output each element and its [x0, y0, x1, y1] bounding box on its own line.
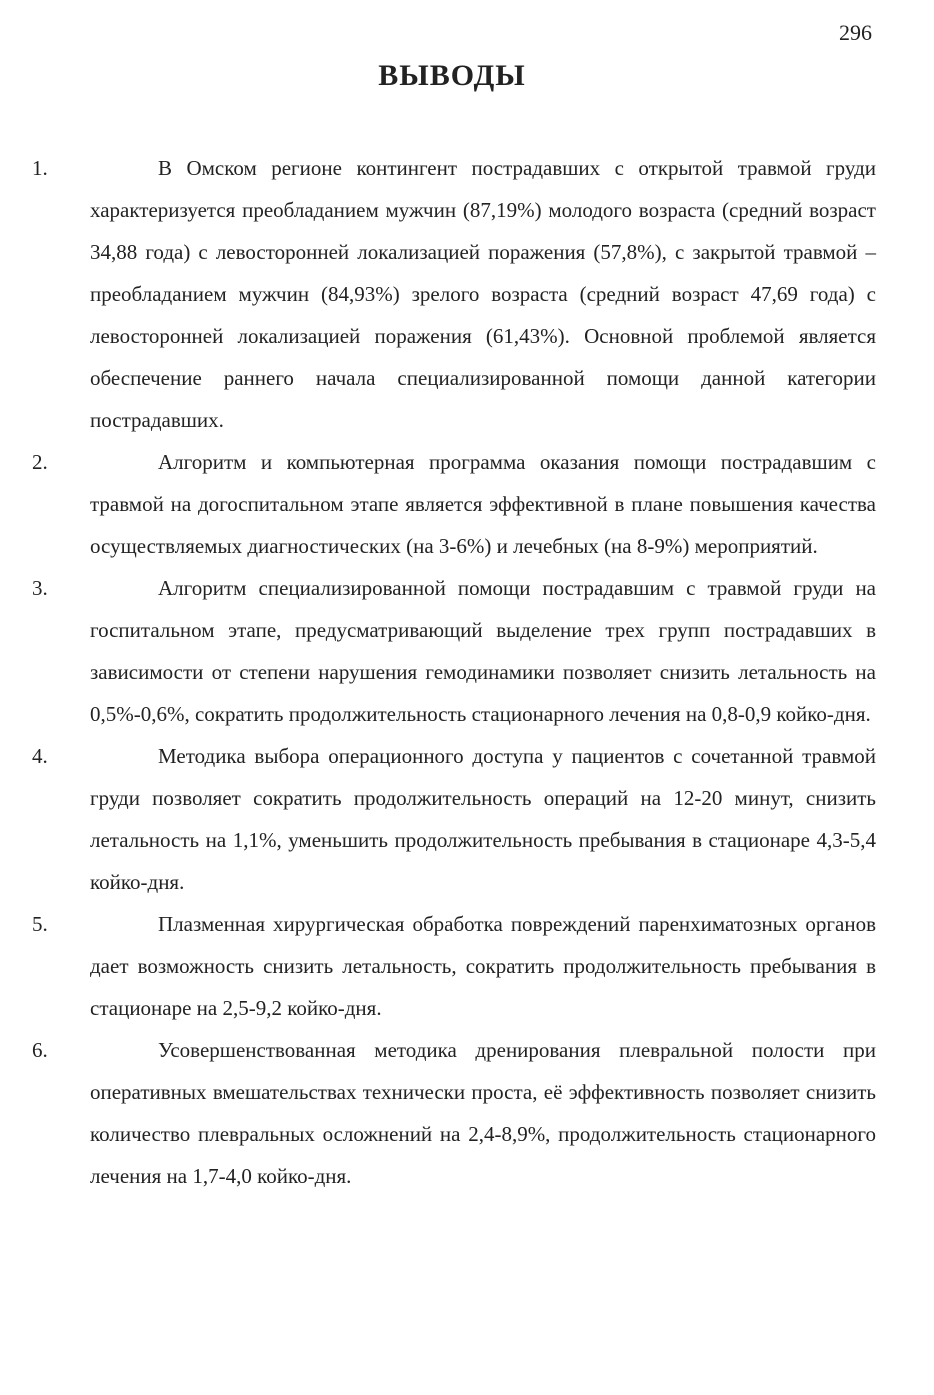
conclusion-text: Алгоритм специализированной помощи пострадавшим с травмой груди на госпитальном этапе, предусматривающий выделение трех групп пострадавших в зависимости от степени нарушения гемодинамики позволяет снизить летальность на 0,5%-0,6%, сократить продолжительность стационарного лечения на 0,8-0,9 койко-дня. — [90, 576, 876, 726]
conclusion-item-4 — [28, 735, 876, 903]
conclusion-number: 1. — [32, 156, 48, 180]
conclusion-item-3 — [28, 567, 876, 735]
page-title: ВЫВОДЫ — [378, 59, 526, 92]
conclusion-number: 3. — [32, 576, 48, 600]
conclusion-text: Плазменная хирургическая обработка повреждений паренхиматозных органов дает возможность снизить летальность, сократить продолжительность пребывания в стационаре на 2,5-9,2 койко-дня. — [90, 912, 876, 1020]
conclusion-item-1 — [28, 147, 876, 441]
conclusion-number: 5. — [32, 912, 48, 936]
conclusion-number: 2. — [32, 450, 48, 474]
conclusion-text: Усовершенствованная методика дренирования плевральной полости при оперативных вмешательствах технически проста, её эффективность позволяет снизить количество плевральных осложнений на 2,4-8,9%, продолжительность стационарного лечения на 1,7-4,0 койко-дня. — [90, 1038, 876, 1188]
conclusion-number: 6. — [32, 1038, 48, 1062]
conclusions-list — [28, 147, 876, 1197]
conclusion-item-2 — [28, 441, 876, 567]
conclusion-text: Алгоритм и компьютерная программа оказания помощи пострадавшим с травмой на догоспитальном этапе является эффективной в плане повышения качества осуществляемых диагностических (на 3-6%) и лечебных (на 8-9%) мероприятий. — [90, 450, 876, 558]
conclusion-text: Методика выбора операционного доступа у пациентов с сочетанной травмой груди позволяет сократить продолжительность операций на 12-20 минут, снизить летальность на 1,1%, уменьшить продолжительность пребывания в стационаре 4,3-5,4 койко-дня. — [90, 744, 876, 894]
conclusion-item-5 — [28, 903, 876, 1029]
page-number: 296 — [839, 20, 872, 45]
conclusion-number: 4. — [32, 744, 48, 768]
conclusion-text: В Омском регионе контингент пострадавших с открытой травмой груди характеризуется преобладанием мужчин (87,19%) молодого возраста (средний возраст 34,88 года) с левосторонней локализацией поражения (57,8%), с закрытой травмой – преобладанием мужчин (84,93%) зрелого возраста (средний возраст 47,69 года) с левосторонней локализацией поражения (61,43%). Основной проблемой является обеспечение раннего начала специализированной помощи данной категории пострадавших. — [90, 156, 876, 432]
conclusion-item-6 — [28, 1029, 876, 1197]
